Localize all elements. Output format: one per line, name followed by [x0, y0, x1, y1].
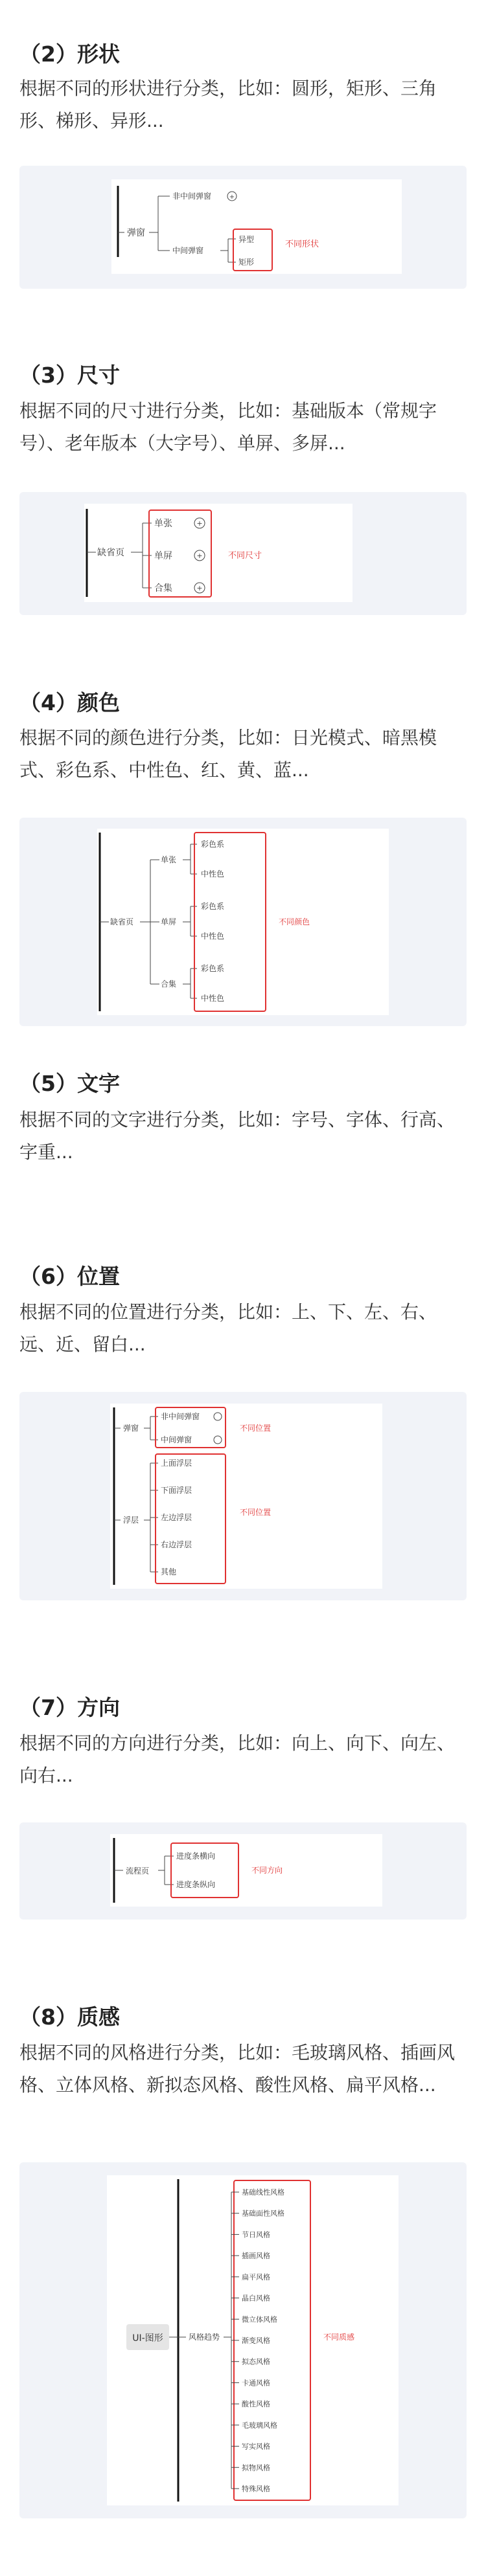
- section-heading-text: （5）文字: [19, 1071, 120, 1096]
- node-branch: 非中间弹窗: [172, 192, 212, 201]
- section-text-position: 根据不同的位置进行分类，比如：上、下、左、右、远、近、留白...: [19, 1301, 437, 1355]
- node-branch: 风格趋势: [189, 2333, 220, 2342]
- node-leaf: 彩色系: [201, 964, 225, 973]
- section-heading-direction: （7）方向: [19, 1695, 120, 1720]
- node-leaf: 拟态风格: [242, 2357, 270, 2366]
- annotation-note: 不同尺寸: [228, 551, 262, 561]
- section-text-size: 根据不同的尺寸进行分类，比如：基础版本（常规字号）、老年版本（大字号）、单屏、多屏...: [19, 400, 437, 454]
- annotation-note: 不同位置: [240, 1508, 272, 1517]
- node-leaf: 基础面性风格: [242, 2209, 284, 2218]
- node-root: UI-图形: [132, 2333, 163, 2344]
- node-leaf: 上面浮层: [161, 1459, 192, 1468]
- highlight-box: [194, 833, 266, 1011]
- node-branch: 中间弹窗: [172, 246, 204, 255]
- node-branch: 单屏: [161, 917, 177, 926]
- diagram-color: [19, 818, 467, 1026]
- annotation-note: 不同位置: [240, 1424, 272, 1433]
- node-leaf: 扁平风格: [242, 2272, 270, 2281]
- section-heading-shape: （2）形状: [19, 41, 120, 67]
- node-leaf: 进度条横向: [176, 1852, 216, 1861]
- section-text-text: 根据不同的文字进行分类，比如：字号、字体、行高、字重...: [19, 1109, 456, 1163]
- node-leaf: 异型: [238, 235, 255, 244]
- node-leaf: 节日风格: [242, 2230, 270, 2239]
- node-branch: 单张: [161, 855, 177, 864]
- node-leaf: 插画风格: [242, 2252, 270, 2261]
- node-leaf: 渐变风格: [242, 2336, 270, 2345]
- node-leaf: 写实风格: [242, 2442, 270, 2451]
- node-root: 弹窗: [127, 228, 145, 238]
- mindmap-position: [110, 1404, 382, 1589]
- node-leaf: 毛玻璃风格: [242, 2421, 277, 2430]
- section-heading-color: （4）颜色: [19, 690, 120, 715]
- diagram-shape: [19, 166, 467, 289]
- node-leaf: 中性色: [201, 994, 225, 1003]
- node-leaf: 左边浮层: [161, 1513, 192, 1522]
- node-branch: 合集: [154, 583, 172, 594]
- mindmap-color: [97, 829, 389, 1015]
- node-leaf: 微立体风格: [242, 2315, 277, 2324]
- node-leaf: 下面浮层: [161, 1486, 192, 1495]
- section-text-texture: 根据不同的风格进行分类，比如：毛玻璃风格、插画风格、立体风格、新拟态风格、酸性风格、扁平风格...: [19, 2042, 456, 2096]
- node-leaf: 中性色: [201, 932, 225, 941]
- mindmap-texture: [107, 2175, 399, 2505]
- leaf-list: [231, 2188, 284, 2493]
- node-leaf: 晶白风格: [242, 2294, 270, 2303]
- section-heading-position: （6）位置: [19, 1264, 120, 1289]
- node-leaf: 中间弹窗: [161, 1435, 192, 1444]
- node-leaf: 中性色: [201, 869, 225, 879]
- node-leaf: 酸性风格: [242, 2400, 270, 2409]
- diagram-direction: [19, 1822, 467, 1920]
- node-leaf: 进度条纵向: [176, 1880, 216, 1889]
- node-leaf: 拟物风格: [242, 2463, 270, 2472]
- node-root: 缺省页: [97, 548, 124, 558]
- node-root: 流程页: [126, 1866, 150, 1876]
- annotation-note: 不同颜色: [279, 917, 310, 926]
- expand-icon: +: [196, 584, 203, 592]
- section-text-shape: 根据不同的形状进行分类，比如：圆形，矩形、三角形、梯形、异形...: [19, 78, 437, 131]
- annotation-note: 不同质感: [323, 2333, 355, 2342]
- node-root: 缺省页: [110, 917, 134, 926]
- mindmap-size: [84, 504, 353, 602]
- section-heading-texture: （8）质感: [19, 2004, 120, 2030]
- node-leaf: 基础线性风格: [242, 2188, 284, 2197]
- expand-icon: +: [196, 552, 203, 560]
- node-leaf: 右边浮层: [161, 1540, 192, 1549]
- mindmap-direction: [110, 1834, 382, 1907]
- node-branch: 合集: [161, 980, 177, 989]
- section-text-color: 根据不同的颜色进行分类，比如：日光模式、暗黑模式、彩色系、中性色、红、黄、蓝...: [19, 727, 437, 781]
- node-leaf: 彩色系: [201, 902, 225, 911]
- node-leaf: 其他: [161, 1567, 177, 1576]
- mindmap-shape: [111, 179, 402, 274]
- expand-icon: +: [229, 194, 235, 201]
- node-leaf: 彩色系: [201, 840, 225, 849]
- node-leaf: 特殊风格: [242, 2485, 270, 2493]
- node-leaf: 卡通风格: [242, 2379, 270, 2388]
- node-root: 浮层: [123, 1516, 139, 1525]
- annotation-note: 不同形状: [285, 240, 319, 249]
- section-heading-size: （3）尺寸: [19, 363, 120, 388]
- diagram-size: [19, 492, 467, 615]
- node-branch: 单张: [154, 519, 172, 529]
- annotation-note: 不同方向: [251, 1866, 283, 1875]
- node-branch: 单屏: [154, 551, 172, 561]
- diagram-texture: [19, 2162, 467, 2518]
- node-root: 弹窗: [123, 1424, 139, 1433]
- expand-icon: +: [196, 519, 203, 528]
- node-leaf: 矩形: [238, 258, 255, 267]
- section-text-direction: 根据不同的方向进行分类，比如：向上、向下、向左、向右...: [19, 1732, 456, 1786]
- diagram-position: [19, 1392, 467, 1600]
- node-leaf: 非中间弹窗: [161, 1412, 200, 1421]
